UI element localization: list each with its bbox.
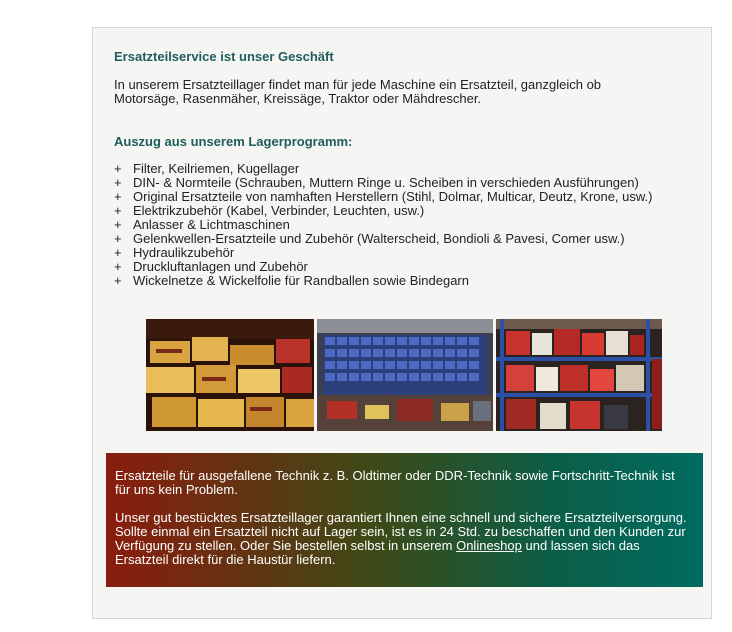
list-item: + Wickelnetze & Wickelfolie für Randballen sowie Bindegarn [114,273,469,288]
photo-parts-boxes [146,319,314,431]
bullet-plus: + [114,231,122,246]
content-panel [92,27,712,619]
photo-parts-racks [496,319,662,431]
intro-text [114,78,694,106]
info-box [106,453,703,587]
bullet-plus: + [114,161,122,176]
list-item: + Original Ersatzteile von namhaften Herstellern (Stihl, Dolmar, Multicar, Deutz, Krone, usw.) [114,189,653,204]
intro-line-1: In unserem Ersatzteillager findet man für jede Maschine ein Ersatzteil, ganzgleich ob [114,77,602,92]
bullet-plus: + [114,245,122,260]
bullet-plus: + [114,203,122,218]
bullet-plus: + [114,175,122,190]
warehouse-photo-strip [146,319,662,431]
bullet-plus: + [114,273,122,288]
list-item: + Elektrikzubehör (Kabel, Verbinder, Leuchten, usw.) [114,203,425,218]
list-item: + Gelenkwellen-Ersatzteile und Zubehör (Walterscheid, Bondioli & Pavesi, Comer usw.) [114,231,625,246]
bullet-plus: + [114,217,122,232]
bullet-plus: + [114,259,122,274]
info-paragraph-2: Unser gut bestücktes Ersatzteillager garantiert Ihnen eine schnell und sichere Ersatzteilversorgung. Sollte einmal ein Ersatzteil nicht auf Lager sein, ist es in 24 Std. zu beschaffen und den Kunden zur Verfügung zu stellen. Oder Sie bestellen selbst in unserem Onlineshop und lassen sich das Ersatzteil direkt für die Haustür liefern. [115,510,687,567]
intro-line-2: Motorsäge, Rasenmäher, Kreissäge, Traktor oder Mähdrescher. [114,91,482,106]
info-paragraph-1: Ersatzteile für ausgefallene Technik z. B. Oldtimer oder DDR-Technik sowie Fortschritt-Technik ist für uns kein Problem. [115,468,675,497]
product-list [114,162,653,288]
section-title-ersatzteilservice: Ersatzteilservice ist unser Geschäft [114,49,334,64]
bullet-plus: + [114,189,122,204]
photo-storage-shelves [317,319,493,431]
list-item: + Druckluftanlagen und Zubehör [114,259,308,274]
section-title-lagerprogramm: Auszug aus unserem Lagerprogramm: [114,134,353,149]
list-item: + Hydraulikzubehör [114,245,235,260]
list-item: + Filter, Keilriemen, Kugellager [114,161,300,176]
list-item: + Anlasser & Lichtmaschinen [114,217,290,232]
onlineshop-link[interactable]: Onlineshop [456,538,522,553]
list-item: + DIN- & Normteile (Schrauben, Muttern Ringe u. Scheiben in verschieden Ausführungen) [114,175,639,190]
